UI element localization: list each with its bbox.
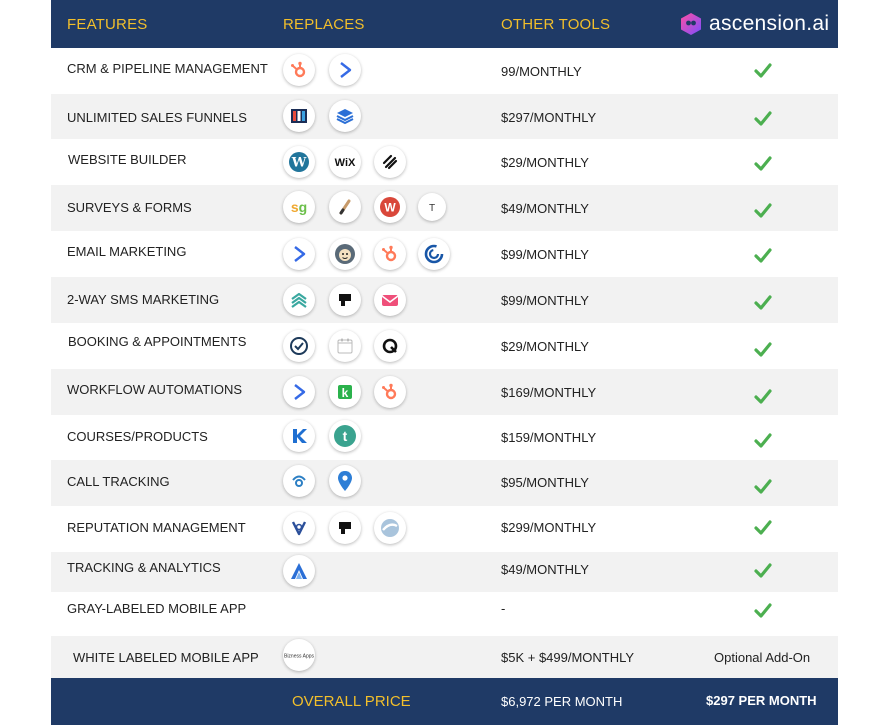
brand-logo xyxy=(679,8,829,40)
table-row xyxy=(51,277,838,323)
other-tools-price: $49/MONTHLY xyxy=(501,562,589,577)
brand-name: ascension.ai xyxy=(709,12,830,35)
check-icon xyxy=(753,153,773,173)
layers-icon xyxy=(283,284,315,316)
ascension-logo-icon xyxy=(679,12,703,36)
overall-price-label: OVERALL PRICE xyxy=(292,693,411,710)
feature-name: CALL TRACKING xyxy=(67,474,170,489)
check-icon xyxy=(753,517,773,537)
table-row xyxy=(51,592,838,636)
other-tools-price: $5K + $499/MONTHLY xyxy=(501,650,635,665)
check-icon xyxy=(753,200,773,220)
other-tools-price: $99/MONTHLY xyxy=(501,293,589,308)
other-tools-price: - xyxy=(501,601,506,616)
activecampaign-icon xyxy=(329,54,361,86)
callrail-icon xyxy=(283,465,315,497)
feature-name: GRAY-LABELED MOBILE APP xyxy=(67,601,247,616)
wordpress-icon xyxy=(283,146,315,178)
other-tools-price: $297/MONTHLY xyxy=(501,110,597,125)
envelope-icon xyxy=(374,284,406,316)
feature-name: TRACKING & ANALYTICS xyxy=(67,560,221,575)
podium-icon xyxy=(329,512,361,544)
feature-name: CRM & PIPELINE MANAGEMENT xyxy=(67,61,268,76)
table-row xyxy=(51,323,838,369)
squarespace-icon xyxy=(374,146,406,178)
table-row xyxy=(51,185,838,231)
check-icon xyxy=(753,386,773,406)
table-row xyxy=(51,552,838,592)
feature-name: SURVEYS & FORMS xyxy=(67,200,192,215)
leadpages-icon xyxy=(329,100,361,132)
header-replaces: REPLACES xyxy=(283,16,365,33)
clickfunnels-icon xyxy=(283,100,315,132)
check-icon xyxy=(753,430,773,450)
bizness-apps-text: Bizness Apps xyxy=(284,653,314,660)
table-row xyxy=(51,460,838,506)
mailchimp-icon xyxy=(329,238,361,270)
other-tools-price: $95/MONTHLY xyxy=(501,475,589,490)
table-row xyxy=(51,94,838,139)
bizness-apps-icon xyxy=(283,639,315,671)
acuity-icon xyxy=(374,330,406,362)
feature-name: EMAIL MARKETING xyxy=(67,244,187,259)
activecampaign-icon xyxy=(283,238,315,270)
table-row xyxy=(51,369,838,415)
feature-name: COURSES/PRODUCTS xyxy=(67,429,208,444)
header-other-tools: OTHER TOOLS xyxy=(501,16,611,33)
svg-text:k: k xyxy=(341,386,349,400)
comparison-table xyxy=(51,0,838,725)
svg-text:sg: sg xyxy=(290,199,308,215)
header-features: FEATURES xyxy=(67,16,148,33)
check-icon xyxy=(753,245,773,265)
typeform-icon xyxy=(418,193,446,221)
podium-icon xyxy=(329,284,361,316)
table-row xyxy=(51,415,838,460)
location-pin-icon xyxy=(329,465,361,497)
check-icon xyxy=(753,600,773,620)
optional-add-on: Optional Add-On xyxy=(714,650,811,665)
other-tools-price: $99/MONTHLY xyxy=(501,247,589,262)
other-tools-total: $6,972 PER MONTH xyxy=(501,694,623,709)
table-row xyxy=(51,48,838,94)
check-icon xyxy=(753,60,773,80)
feature-name: WHITE LABELED MOBILE APP xyxy=(73,650,259,665)
activecampaign-icon xyxy=(283,376,315,408)
table-row xyxy=(51,139,838,185)
feature-name: WORKFLOW AUTOMATIONS xyxy=(67,382,243,397)
hubspot-icon xyxy=(374,238,406,270)
wix-icon xyxy=(329,146,361,178)
check-icon xyxy=(753,339,773,359)
other-tools-price: $29/MONTHLY xyxy=(501,339,589,354)
kajabi-icon xyxy=(283,420,315,452)
table-footer xyxy=(51,678,838,725)
yext-icon xyxy=(374,512,406,544)
other-tools-price: $169/MONTHLY xyxy=(501,385,597,400)
calendar-icon xyxy=(329,330,361,362)
teachable-icon xyxy=(329,420,361,452)
table-row xyxy=(51,506,838,552)
pen-icon xyxy=(329,191,361,223)
other-tools-price: $29/MONTHLY xyxy=(501,155,589,170)
constant-contact-icon xyxy=(418,238,450,270)
svg-text:t: t xyxy=(342,428,348,444)
other-tools-price: $159/MONTHLY xyxy=(501,430,597,445)
check-icon xyxy=(753,292,773,312)
check-icon xyxy=(753,476,773,496)
feature-name: WEBSITE BUILDER xyxy=(68,152,187,167)
hubspot-icon xyxy=(374,376,406,408)
feature-name: 2-WAY SMS MARKETING xyxy=(67,292,220,307)
calendly-icon xyxy=(283,330,315,362)
svg-text:W: W xyxy=(384,200,396,215)
keap-icon xyxy=(329,376,361,408)
table-row xyxy=(51,231,838,277)
other-tools-price: 99/MONTHLY xyxy=(501,64,582,79)
feature-name: REPUTATION MANAGEMENT xyxy=(67,520,246,535)
hubspot-icon xyxy=(283,54,315,86)
other-tools-price: $49/MONTHLY xyxy=(501,201,589,216)
analytics-icon xyxy=(283,555,315,587)
svg-text:W: W xyxy=(291,155,307,171)
surveygizmo-icon xyxy=(283,191,315,223)
other-tools-price: $299/MONTHLY xyxy=(501,520,597,535)
ascension-total: $297 PER MONTH xyxy=(706,693,817,708)
wufoo-icon xyxy=(374,191,406,223)
table-header xyxy=(51,0,838,48)
svg-text:T: T xyxy=(428,203,436,214)
feature-name: UNLIMITED SALES FUNNELS xyxy=(67,110,247,125)
check-icon xyxy=(753,560,773,580)
feature-name: BOOKING & APPOINTMENTS xyxy=(68,334,247,349)
birdeye-icon xyxy=(283,512,315,544)
table-row xyxy=(51,636,838,678)
check-icon xyxy=(753,108,773,128)
svg-text:WiX: WiX xyxy=(334,157,356,169)
